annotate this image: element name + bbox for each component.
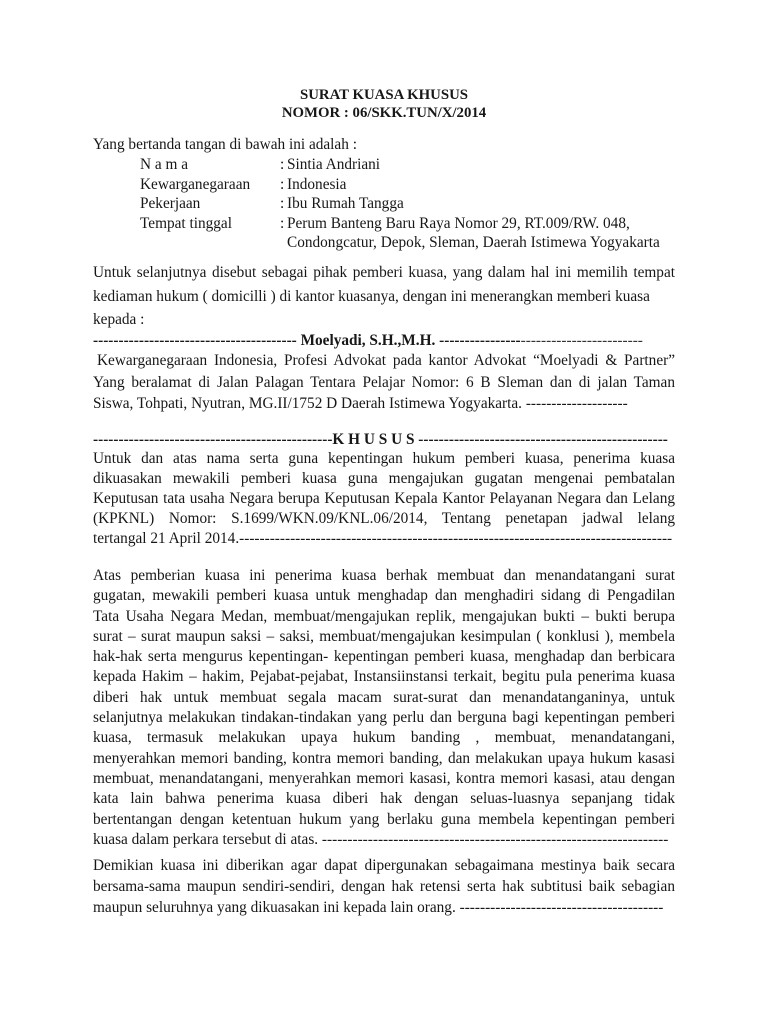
paragraph-line: Tata Usaha Negara Medan, membuat/mengajukan replik, mengajukan bukti – bukti berupa [93,607,675,625]
grantee-name: Moelyadi, S.H.,M.H. [300,332,436,349]
paragraph-line: maupun seluruhnya yang dikuasakan ini kepada lain orang. ---------------------------------------- [93,899,664,916]
grantee-name-line [93,331,675,351]
authority-paragraph [93,566,675,850]
paragraph-line: kepada : [93,311,145,328]
paragraph-line: (KPKNL) Nomor: S.1699/WKN.09/KNL.06/2014, Tentang penetapan jadwal lelang [93,510,675,527]
dash-separator: ------------------------------------------------- [418,431,668,448]
grantor-designation-paragraph [93,261,675,332]
paragraph-line: Atas pemberian kuasa ini penerima kuasa berhak membuat dan menandatangani surat [93,567,675,584]
paragraph-line: Demikian kuasa ini diberikan agar dapat dipergunakan sebagaimana mestinya baik secara [93,857,675,874]
opening-statement: Yang bertanda tangan di bawah ini adalah : [93,136,357,153]
grantee-details-paragraph [93,350,675,415]
paragraph-line: Untuk selanjutnya disebut sebagai pihak pemberi kuasa, yang dalam hal ini memilih tempat [93,264,675,281]
grantor-field-row [93,194,675,214]
dash-separator: ------------------------ [520,332,643,349]
paragraph-line: tertangal 21 April 2014.------------------------------------------------------------------------------------- [93,530,673,547]
field-value: Sintia Andriani [287,156,381,173]
field-separator: : [280,175,285,193]
dash-separator: ---------------- [439,332,521,349]
paragraph-line: surat – surat maupun saksi – saksi, membuat/mengajukan kesimpulan ( konklusi ), membela [93,627,675,645]
field-label: Pekerjaan [140,195,201,212]
document-number: NOMOR : 06/SKK.TUN/X/2014 [281,105,487,121]
paragraph-line: menyerahkan memori banding, kontra memori banding, dan melakukan upaya hukum kasasi [93,749,675,767]
paragraph-line: bersama-sama maupun sendiri-sendiri, dengan hak retensi serta hak subtitusi baik sebagian [93,878,675,895]
paragraph-line: hak-hak serta mengurus kepentingan- kepentingan pemberi kuasa, menghadap dan berbicara [93,648,675,666]
field-separator: : [280,214,285,232]
field-label: Tempat tinggal [140,214,232,232]
paragraph-line: kuasa, termasuk melakukan upaya hukum banding , membuat, menandatangani, [93,729,675,747]
paragraph-line: kata lain bahwa penerima kuasa diberi hak dengan seluas-luasnya sepanjang tidak [93,790,675,808]
scope-paragraph [93,449,675,549]
grantor-details [93,155,675,253]
paragraph-line: membuat, menandatangani, menyerahkan memori kasasi, kontra memori kasasi, atau dengan [93,769,675,787]
document-title: SURAT KUASA KHUSUS [299,87,469,103]
paragraph-line: gugatan, mewakili pemberi kuasa untuk menghadap dan menghadiri sidang di Pengadilan [93,587,675,605]
field-separator: : [280,156,285,173]
document-heading [93,86,675,122]
field-value: Ibu Rumah Tangga [287,195,404,212]
paragraph-line: selanjutnya melakukan tindakan-tindakan yang perlu dan berguna bagi kepentingan pemberi [93,709,675,727]
grantee-name-block [93,331,675,351]
khusus-heading-line [93,430,675,450]
paragraph-line: dikuasakan mewakili pemberi kuasa guna mengajukan gugatan mengenai pembatalan [93,470,675,487]
field-label: N a m a [140,156,188,173]
paragraph-line: kepada Hakim – hakim, Pejabat-pejabat, Instansiinstansi terkait, begitu pula penerima kuasa [93,668,675,686]
paragraph-line: Yang beralamat di Jalan Palagan Tentara Pelajar Nomor: 6 B Sleman dan di jalan Taman [93,373,675,391]
field-separator: : [280,195,285,212]
khusus-heading [93,430,675,450]
closing-paragraph [93,855,675,918]
paragraph-line: Keputusan tata usaha Negara berupa Keputusan Kepala Kantor Pelayanan Negara dan Lelang [93,490,675,507]
grantor-field-row [93,175,675,195]
dash-separator: ---------------------------------------- [93,332,297,349]
field-value: Perum Banteng Baru Raya Nomor 29, RT.009/RW. 048, [287,214,630,232]
paragraph-line: kediaman hukum ( domicilli ) di kantor kuasanya, dengan ini menerangkan memberi kuasa [93,287,650,305]
heading-label: K H U S U S [332,431,415,448]
paragraph-line: diberi hak untuk membuat segala macam surat-surat dan menandatanganinya, untuk [93,688,675,706]
paragraph-line: Kewarganegaraan Indonesia, Profesi Advokat pada kantor Advokat “Moelyadi & Partner” [97,352,675,369]
dash-separator: ----------------------------------------------- [93,431,333,448]
grantor-field-row-continued [93,233,675,253]
grantor-field-row [93,155,675,175]
field-label: Kewarganegaraan [140,175,251,193]
paragraph-line: Siswa, Tohpati, Nyutran, MG.II/1752 D Daerah Istimewa Yogyakarta. -------------------- [93,395,628,412]
grantor-field-row [93,214,675,234]
paragraph-line: Untuk dan atas nama serta guna kepentingan hukum pemberi kuasa, penerima kuasa [93,450,675,467]
field-value: Indonesia [287,175,347,193]
paragraph-line: bertentangan dengan ketentuan hukum yang berlaku guna membela kepentingan pemberi [93,810,675,828]
field-value-continuation: Condongcatur, Depok, Sleman, Daerah Istimewa Yogyakarta [287,234,660,251]
opening-statement-block [93,135,675,155]
paragraph-line: kuasa dalam perkara tersebut di atas. -------------------------------------------------------------------- [93,830,669,848]
